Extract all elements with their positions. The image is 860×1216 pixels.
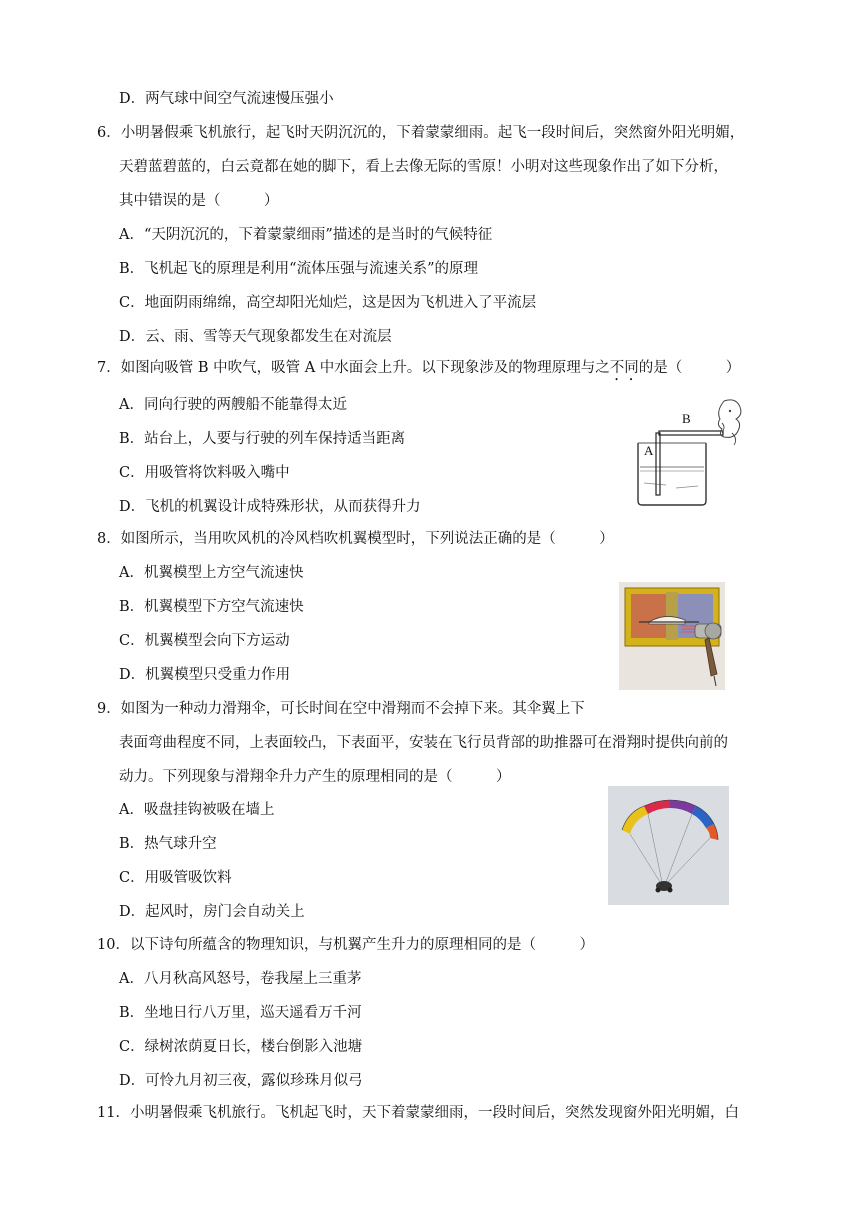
q7-option-d: D．飞机的机翼设计成特殊形状，从而获得升力 — [119, 499, 421, 515]
q10-stem: 10．以下诗句所蕴含的物理知识，与机翼产生升力的原理相同的是（ ） — [97, 937, 594, 953]
q6-stem-line-3: 其中错误的是（ ） — [119, 193, 279, 209]
q8-option-d: D．机翼模型只受重力作用 — [119, 667, 291, 683]
straw-beaker-figure — [626, 393, 744, 509]
q6-option-d: D．云、雨、雪等天气现象都发生在对流层 — [119, 329, 392, 345]
q7-option-a: A．同向行驶的两艘船不能靠得太近 — [119, 397, 347, 413]
q6-option-a: A．“天阴沉沉的，下着蒙蒙细雨”描述的是当时的气候特征 — [119, 227, 493, 243]
q5-option-d: D．两气球中间空气流速慢压强小 — [119, 91, 334, 107]
q6-option-b: B．飞机起飞的原理是利用“流体压强与流速关系”的原理 — [119, 261, 478, 277]
fig-label-b: B — [682, 411, 691, 426]
q10-option-d: D．可怜九月初三夜，露似珍珠月似弓 — [119, 1073, 363, 1089]
q9-option-d: D．起风时，房门会自动关上 — [119, 904, 305, 920]
q6-option-c: C．地面阴雨绵绵，高空却阳光灿烂，这是因为飞机进入了平流层 — [119, 295, 537, 311]
q9-option-c: C．用吸管吸饮料 — [119, 870, 232, 886]
q8-option-b: B．机翼模型下方空气流速快 — [119, 599, 304, 615]
fig-label-a: A — [644, 443, 654, 458]
q7-option-b: B．站台上，人要与行驶的列车保持适当距离 — [119, 431, 406, 447]
q9-stem-line-3: 动力。下列现象与滑翔伞升力产生的原理相同的是（ ） — [119, 769, 511, 785]
paraglider-figure — [608, 786, 729, 905]
q7-option-c: C．用吸管将饮料吸入嘴中 — [119, 465, 290, 481]
q11-stem-line-1: 11．小明暑假乘飞机旅行。飞机起飞时，天下着蒙蒙细雨，一段时间后，突然发现窗外阳光明媚，白 — [97, 1105, 739, 1121]
q8-stem: 8．如图所示，当用吹风机的冷风档吹机翼模型时，下列说法正确的是（ ） — [97, 531, 614, 547]
q7-stem: 7．如图向吸管 B 中吹气，吸管 A 中水面会上升。以下现象涉及的物理原理与之不同的是（ ） — [97, 360, 741, 376]
q6-stem-line-1: 6．小明暑假乘飞机旅行，起飞时天阴沉沉的，下着蒙蒙细雨。起飞一段时间后，突然窗外阳光明媚， — [97, 125, 745, 141]
q10-option-c: C．绿树浓荫夏日长，楼台倒影入池塘 — [119, 1039, 363, 1055]
q8-option-c: C．机翼模型会向下方运动 — [119, 633, 290, 649]
q9-stem-line-1: 9．如图为一种动力滑翔伞，可长时间在空中滑翔而不会掉下来。其伞翼上下 — [97, 701, 585, 717]
q9-option-a: A．吸盘挂钩被吸在墙上 — [119, 802, 275, 818]
q9-stem-line-2: 表面弯曲程度不同，上表面较凸，下表面平，安装在飞行员背部的助推器可在滑翔时提供向前的 — [119, 735, 728, 751]
wing-model-figure — [619, 582, 725, 690]
q6-stem-line-2: 天碧蓝碧蓝的，白云竟都在她的脚下，看上去像无际的雪原！小明对这些现象作出了如下分析， — [119, 159, 728, 175]
q7-stem-emphasis: 不同 — [609, 360, 639, 376]
q10-option-a: A．八月秋高风怒号，卷我屋上三重茅 — [119, 971, 362, 987]
q10-option-b: B．坐地日行八万里，巡天遥看万千河 — [119, 1005, 362, 1021]
q8-option-a: A．机翼模型上方空气流速快 — [119, 565, 304, 581]
q9-option-b: B．热气球升空 — [119, 836, 217, 852]
